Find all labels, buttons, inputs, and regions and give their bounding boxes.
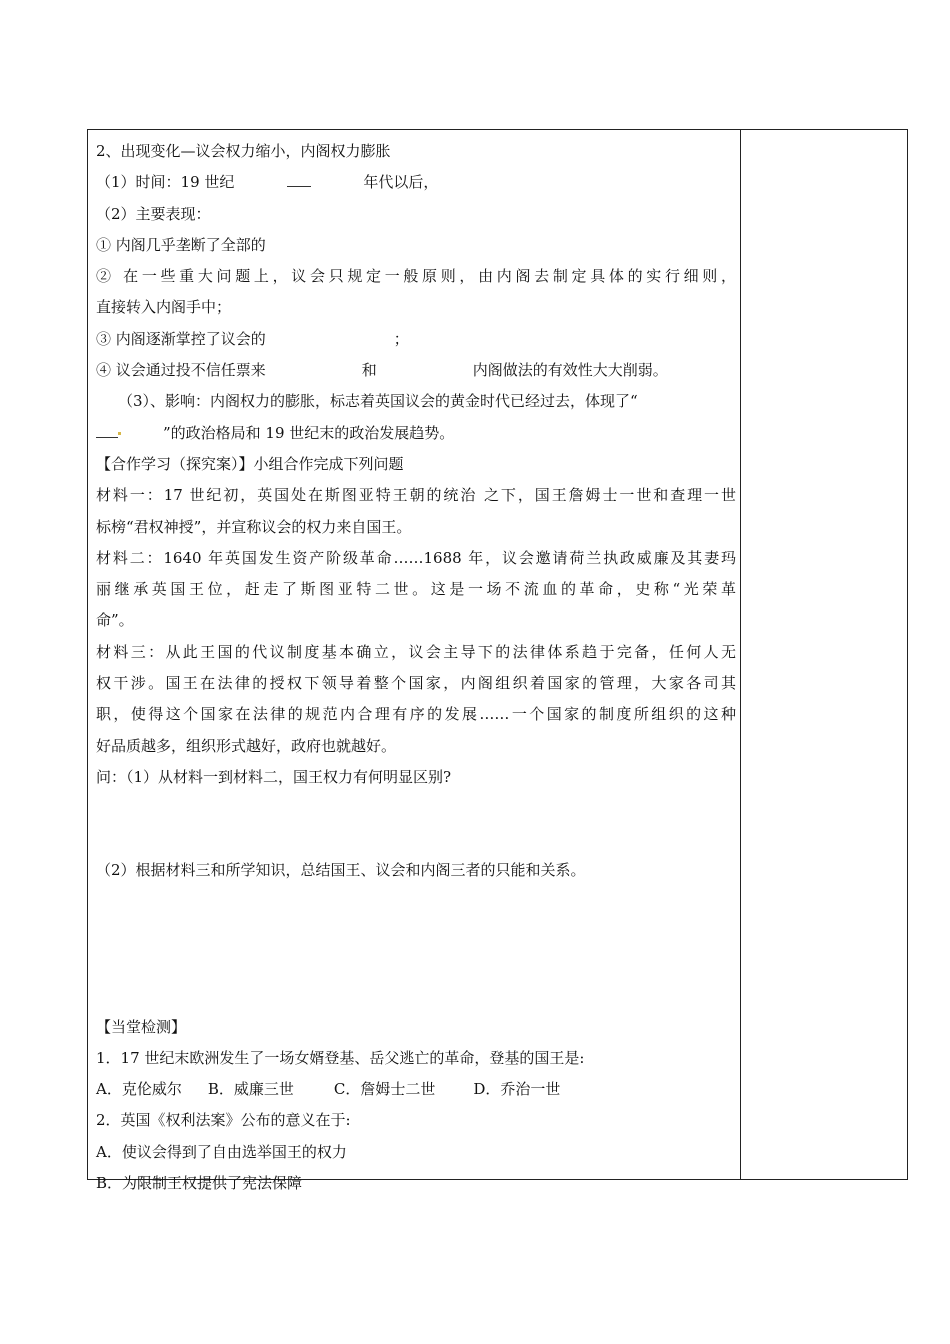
material-1-line-2: 标榜“君权神授”，并宣称议会的权力来自国王。 [96, 517, 412, 536]
option-b: B．威廉三世 [207, 1080, 294, 1099]
impact-blank [96, 437, 118, 438]
item-4-end: 内阁做法的有效性大大削弱。 [472, 361, 668, 380]
item-4 [96, 355, 736, 386]
material-3-line-2: 权干涉。国王在法律的授权下领导着整个国家，内阁组织着国家的管理，大家各司其 [96, 674, 736, 693]
material-2-line-3: 命”。 [96, 611, 134, 630]
answer-space-2 [96, 887, 736, 1012]
impact-line-2 [96, 418, 736, 449]
edit-mark [118, 432, 121, 435]
material-3-line-3: 职，使得这个国家在法律的规范内合理有序的发展……一个国家的制度所组织的这种 [96, 705, 736, 724]
question-2: （2）根据材料三和所学知识，总结国王、议会和内阁三者的只能和关系。 [96, 861, 586, 880]
time-line [96, 167, 736, 198]
answer-space-1 [96, 793, 736, 855]
time-label: （1）时间：19 世纪 [96, 173, 235, 192]
check-q2: 2．英国《权利法案》公布的意义在于: [96, 1111, 351, 1130]
question-1: 问：（1）从材料一到材料二，国王权力有何明显区别? [96, 767, 452, 786]
check-q1-options [96, 1074, 736, 1105]
column-divider [740, 129, 741, 1180]
main-cell [96, 136, 736, 1199]
material-3-line-4: 好品质越多，组织形式越好，政府也就越好。 [96, 736, 397, 755]
option-a: A．克伦威尔 [96, 1080, 182, 1099]
material-1-line-1: 材料一：17 世纪初，英国处在斯图亚特王朝的统治 之下，国王詹姆士一世和查理一世 [96, 486, 736, 505]
impact-text: ”的政治格局和 19 世纪末的政治发展趋势。 [163, 423, 455, 442]
material-2-line-1: 材料二：1640 年英国发生资产阶级革命……1688 年，议会邀请荷兰执政威廉及其妻玛 [96, 548, 736, 567]
section2-heading: 2、出现变化—议会权力缩小，内阁权力膨胀 [96, 142, 391, 160]
main-label: （2）主要表现： [96, 204, 211, 223]
check-q1: 1．17 世纪末欧洲发生了一场女婿登基、岳父逃亡的革命，登基的国王是: [96, 1048, 585, 1067]
item-3-text: ③ 内阁逐渐掌控了议会的 [96, 329, 266, 348]
item-3-end: ； [393, 329, 409, 348]
check-heading: 【当堂检测】 [96, 1017, 187, 1036]
time-suffix: 年代以后， [363, 173, 439, 192]
item-1: ① 内阁几乎垄断了全部的 [96, 235, 266, 254]
item-3 [96, 324, 736, 355]
coop-heading: 【合作学习（探究案）】小组合作完成下列问题 [96, 454, 404, 473]
item-4-and: 和 [361, 361, 377, 380]
check-q2-option-a: A．使议会得到了自由选举国王的权力 [96, 1142, 347, 1161]
item-4-text: ④ 议会通过投不信任票来 [96, 361, 266, 380]
time-blank [287, 186, 311, 187]
material-3-line-1: 材料三：从此王国的代议制度基本确立，议会主导下的法律体系趋于完备，任何人无 [96, 642, 736, 661]
material-2-line-2: 丽继承英国王位，赶走了斯图亚特二世。这是一场不流血的革命，史称“光荣革 [96, 580, 736, 599]
option-d: D．乔治一世 [473, 1080, 561, 1099]
option-c: C．詹姆士二世 [333, 1080, 436, 1099]
item-2-line-2: 直接转入内阁手中； [96, 298, 232, 317]
check-q2-option-b: B．为限制王权提供了宪法保障 [96, 1174, 303, 1193]
impact-line-1: （3）、影响：内阁权力的膨胀，标志着英国议会的黄金时代已经过去，体现了“ [118, 392, 638, 411]
item-2-line-1: ② 在一些重大问题上，议会只规定一般原则，由内阁去制定具体的实行细则， [96, 267, 736, 286]
